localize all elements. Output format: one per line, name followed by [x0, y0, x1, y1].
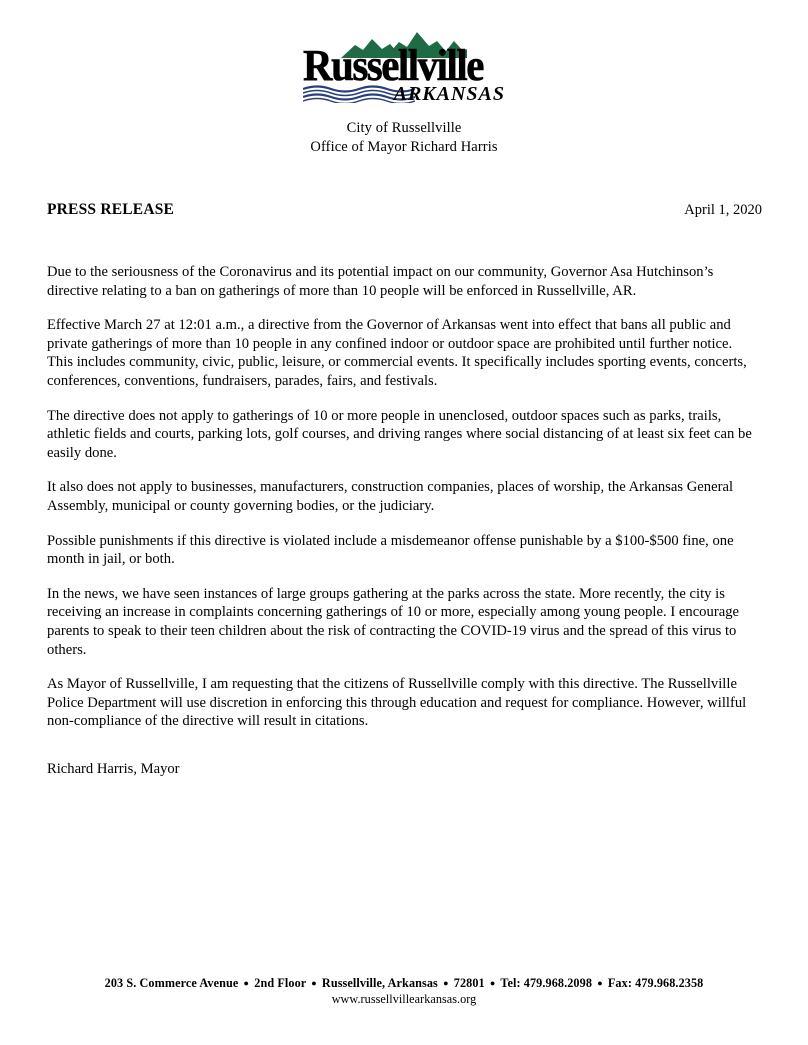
- logo-state-text: ARKANSAS: [393, 83, 505, 105]
- russellville-city-logo: [303, 30, 505, 108]
- bullet-separator-icon: ●: [311, 978, 317, 988]
- signature-line: Richard Harris, Mayor: [47, 760, 180, 777]
- bullet-separator-icon: ●: [489, 978, 496, 988]
- page-footer: [0, 976, 808, 1007]
- release-date: April 1, 2020: [684, 202, 762, 218]
- footer-address-floor: 2nd Floor: [254, 975, 307, 990]
- bullet-separator-icon: ●: [443, 978, 449, 988]
- letterhead: [0, 0, 808, 157]
- body-paragraph: Possible punishments if this directive is violated include a misdemeanor offense punishable by a $100-$500 fine, one month in jail, or both.: [47, 532, 734, 568]
- body-paragraph: As Mayor of Russellville, I am requesting that the citizens of Russellville comply with this directive. The Russellville Police Department will use discretion in enforcing this through education and request for compliance. However, willful non-compliance of the directive will result in citations.: [47, 676, 747, 730]
- footer-telephone: Tel: 479.968.2098: [500, 975, 593, 990]
- footer-address: [0, 976, 808, 992]
- letterhead-subtitle: [0, 119, 808, 157]
- footer-address-zip: 72801: [453, 975, 485, 990]
- footer-address-street: 203 S. Commerce Avenue: [104, 975, 239, 990]
- letterhead-line-office: Office of Mayor Richard Harris: [310, 139, 498, 155]
- body-paragraph: The directive does not apply to gatherings of 10 or more people in unenclosed, outdoor spaces such as parks, trails, athletic fields and courts, parking lots, golf courses, and driving ranges where social distancing of at least six feet can be easily done.: [47, 407, 752, 461]
- document-title-row: [47, 201, 762, 221]
- letterhead-line-city: City of Russellville: [346, 120, 462, 136]
- bullet-separator-icon: ●: [243, 978, 250, 988]
- body-paragraph: Effective March 27 at 12:01 a.m., a directive from the Governor of Arkansas went into effect that bans all public and private gatherings of more than 10 people in any confined indoor or outdoor space are prohibited until further notice. This includes community, civic, public, leisure, or commercial events. It specifically includes sporting events, concerts, conferences, conventions, fundraisers, parades, fairs, and festivals.: [47, 317, 747, 389]
- body-paragraph: In the news, we have seen instances of large groups gathering at the parks across the state. More recently, the city is receiving an increase in complaints concerning gatherings of 10 or more, especially among young people. I encourage parents to speak to their teen children about the risk of contracting the COVID-19 virus and the spread of this virus to others.: [47, 585, 740, 658]
- page-title: PRESS RELEASE: [47, 201, 175, 218]
- logo-city-text: Russellville: [303, 41, 483, 90]
- footer-address-citystate: Russellville, Arkansas: [321, 975, 438, 990]
- body-paragraph: It also does not apply to businesses, manufacturers, construction companies, places of worship, the Arkansas General Assembly, municipal or county governing bodies, or the judiciary.: [47, 479, 734, 514]
- footer-website: www.russellvillearkansas.org: [331, 991, 477, 1006]
- bullet-separator-icon: ●: [597, 978, 603, 988]
- document-body: [47, 263, 753, 778]
- footer-fax: Fax: 479.968.2358: [607, 975, 704, 990]
- body-paragraph: Due to the seriousness of the Coronavirus and its potential impact on our community, Governor Asa Hutchinson’s directive relating to a ban on gatherings of more than 10 people will be enforced in Russellville, AR.: [47, 264, 714, 299]
